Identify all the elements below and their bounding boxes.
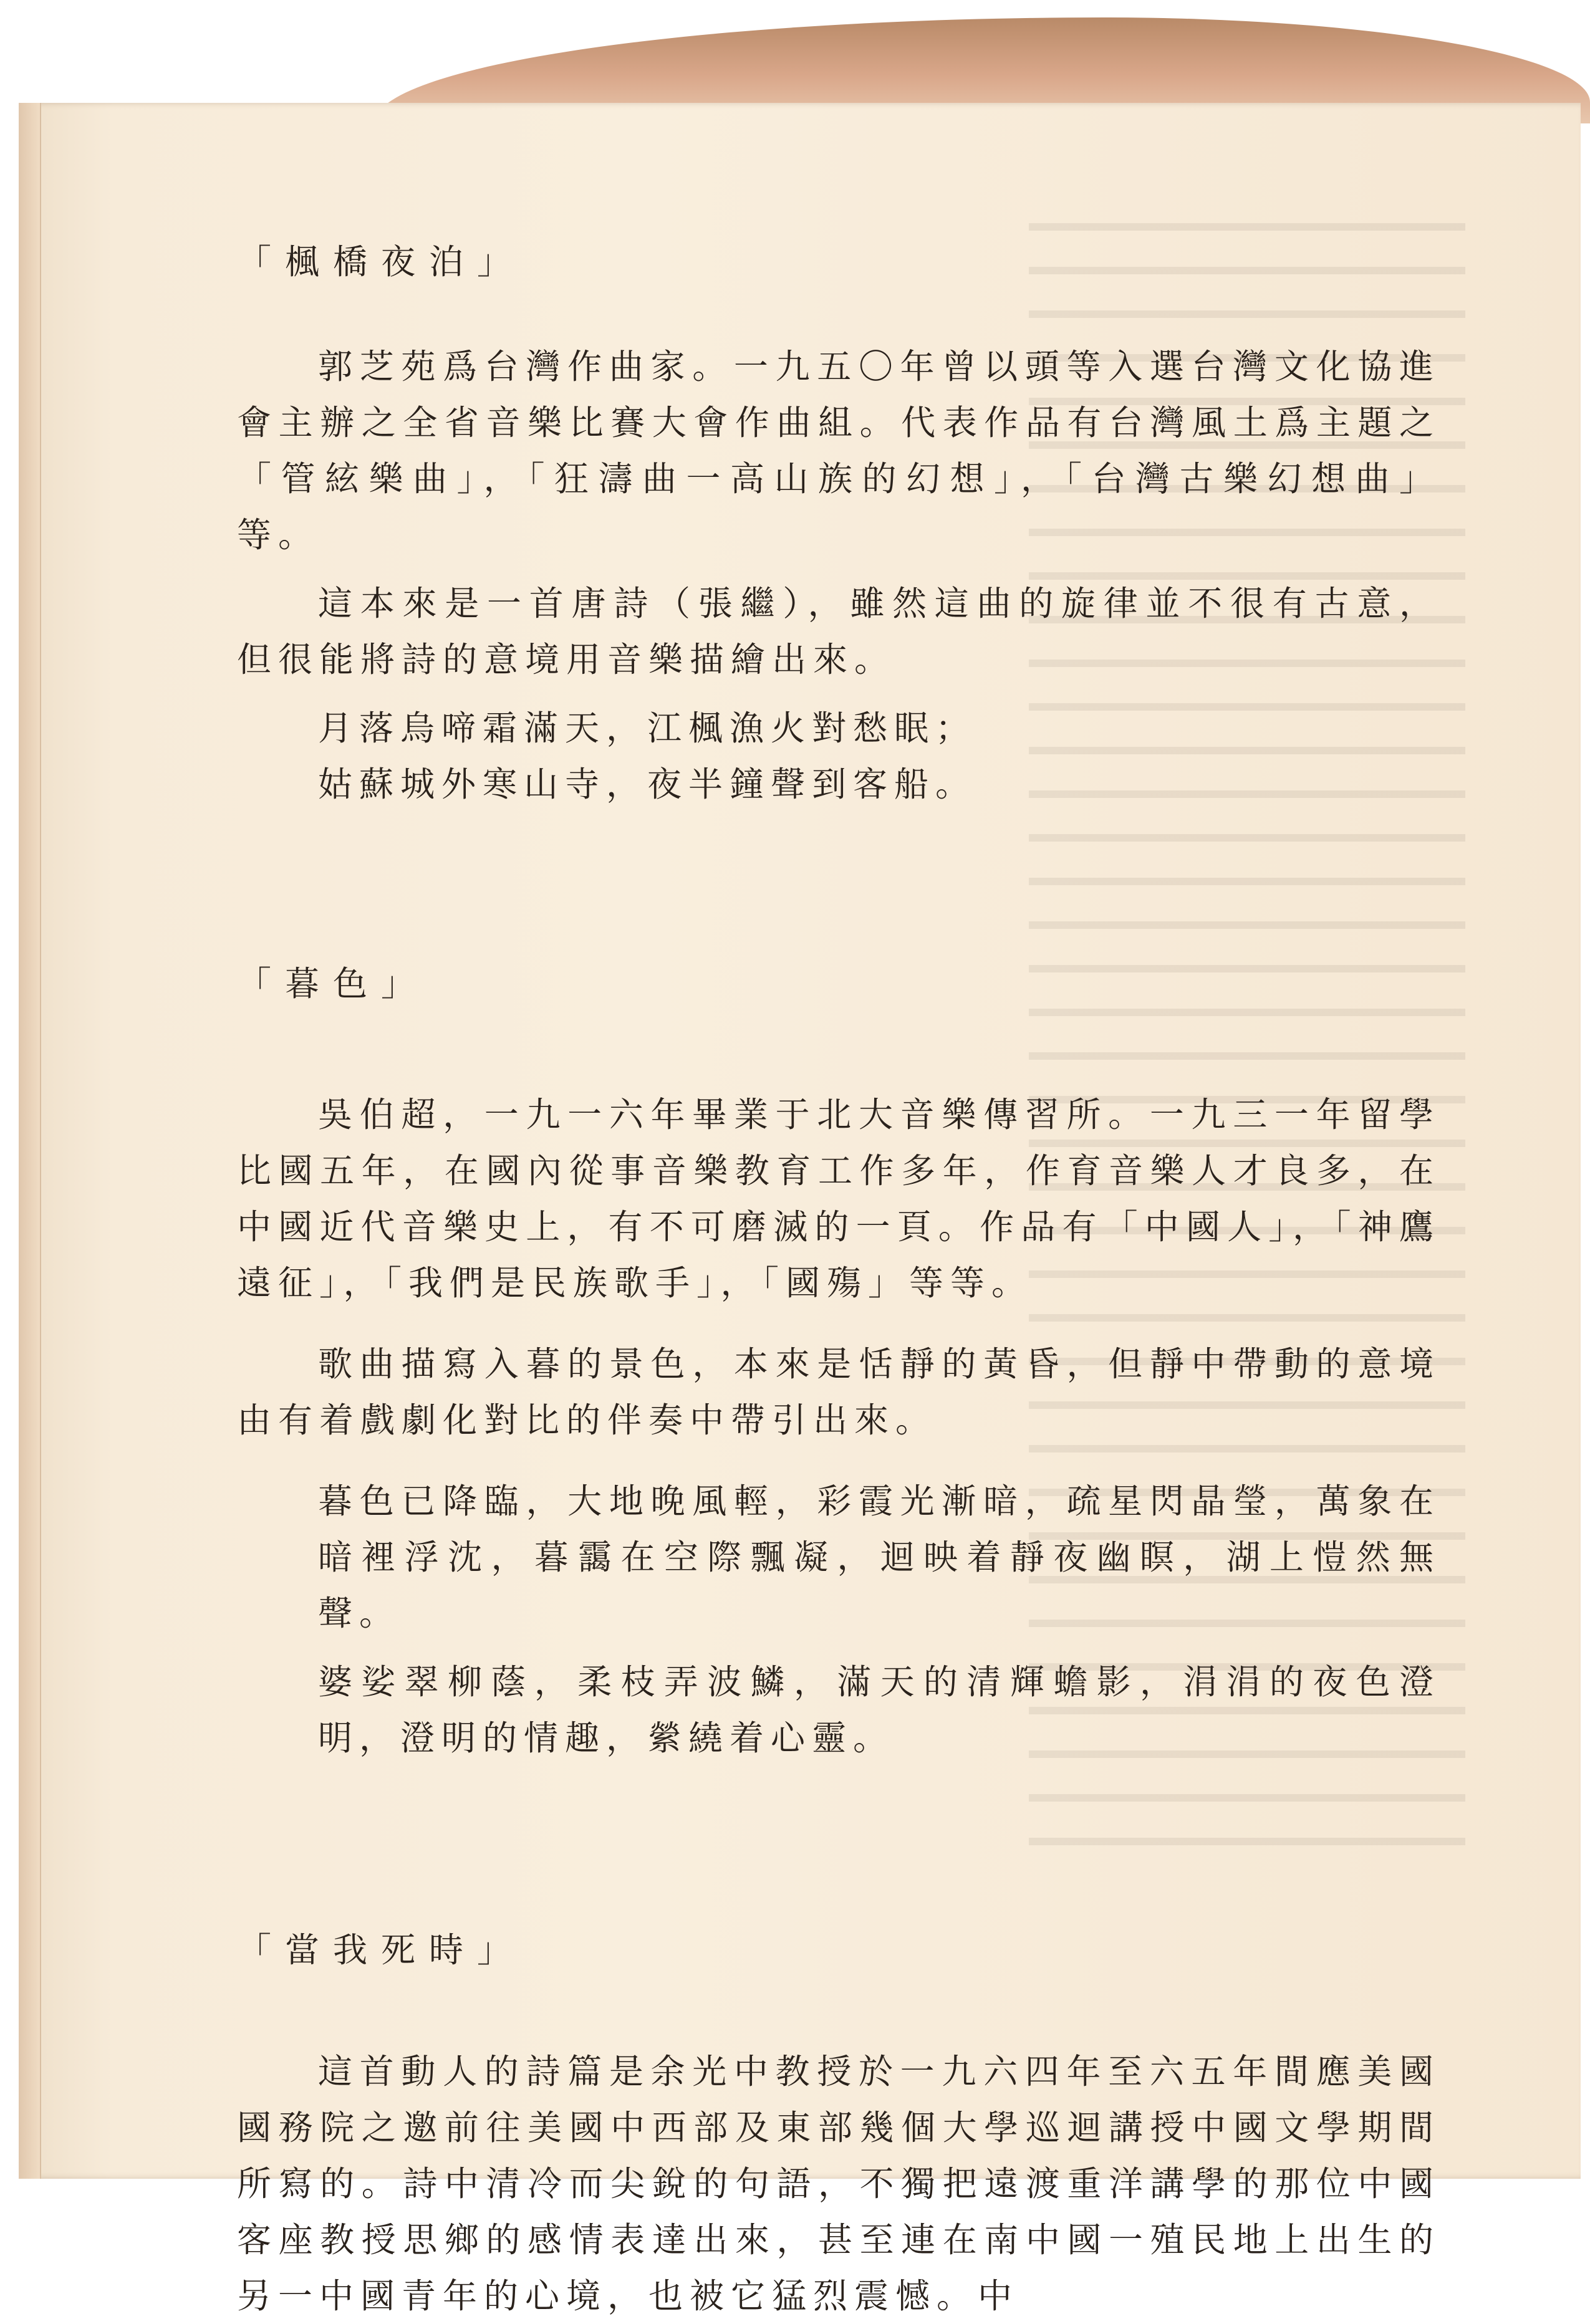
paragraph: 吳伯超，一九一六年畢業于北大音樂傳習所。一九三一年留學比國五年，在國內從事音樂教育工作多年，作育音樂人才良多，在中國近代音樂史上，有不可磨滅的一頁。作品有「中國人」，「神鷹遠征」，「我們是民族歌手」，「國殤」等等。 [237,1095,1440,1303]
poem-line: 月落烏啼霜滿天，江楓漁火對愁眠； [318,708,977,748]
paragraph: 郭芝苑爲台灣作曲家。一九五〇年曾以頭等入選台灣文化協進會主辦之全省音樂比賽大會作曲組。代表作品有台灣風土爲主題之「管絃樂曲」，「狂濤曲一高山族的幻想」，「台灣古樂幻想曲」等。 [237,347,1440,555]
paragraph: 這本來是一首唐詩（張繼），雖然這曲的旋律並不很有古意，但很能將詩的意境用音樂描繪出來。 [237,583,1440,679]
spacer [237,812,1440,956]
spacer [237,1448,1440,1473]
lyric-verse: 婆娑翠柳蔭，柔枝弄波鱗，滿天的清輝蟾影，涓涓的夜色澄明，澄明的情趣，縈繞着心靈。 [318,1662,1440,1758]
spacer [237,1766,1440,1922]
section-title: 「當我死時」 [237,1930,526,1970]
spacer [237,1978,1440,2043]
spacer [237,290,1440,339]
spacer [237,1012,1440,1087]
paragraph: 歌曲描寫入暮的景色，本來是恬靜的黃昏，但靜中帶動的意境由有着戲劇化對比的伴奏中帶引出來。 [237,1344,1440,1440]
section-dusk [237,956,1440,1766]
section-title: 「暮色」 [237,964,430,1004]
section-maple-bridge [237,234,1440,812]
page-content [237,234,1440,2324]
spacer [237,1641,1440,1654]
spacer [237,563,1440,575]
paragraph: 這首動人的詩篇是余光中教授於一九六四年至六五年間應美國國務院之邀前往美國中西部及東部幾個大學巡迴講授中國文學期間所寫的。詩中清冷而尖銳的句語，不獨把遠渡重洋講學的那位中國客座教授思鄉的感情表達出來，甚至連在南中國一殖民地上出生的另一中國青年的心境，也被它猛烈震憾。中 [237,2052,1440,2316]
spacer [237,688,1440,700]
section-when-i-die [237,1922,1440,2324]
spacer [237,1311,1440,1336]
poem-line: 姑蘇城外寒山寺，夜半鐘聲到客船。 [318,764,977,804]
section-title: 「楓橋夜泊」 [237,242,526,282]
binding-edge [19,103,41,2179]
lyric-verse: 暮色已降臨，大地晚風輕，彩霞光漸暗，疏星閃晶瑩，萬象在暗裡浮沈，暮靄在空際飄凝，迴映着靜夜幽瞑，湖上愷然無聲。 [318,1481,1440,1633]
